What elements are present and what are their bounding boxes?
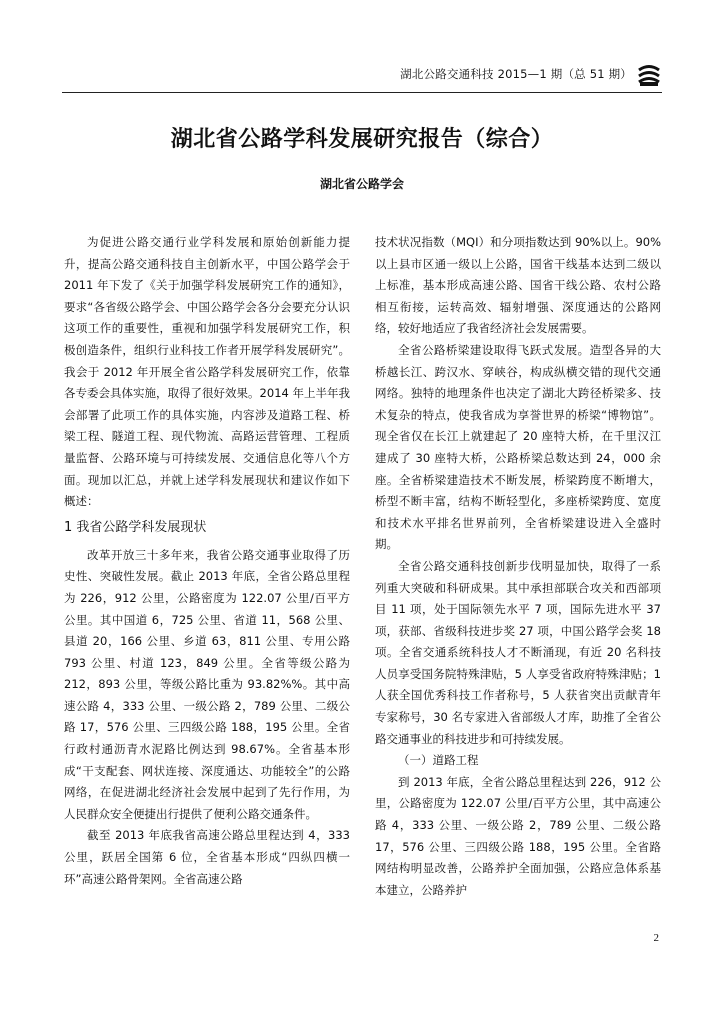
body-paragraph: 到 2013 年底，全省公路总里程达到 226，912 公里，公路密度为 122.07 公里/百平方公里，其中高速公路 4，333 公里、一级公路 2，789 公里、二级公路 17，576 公里、三四级公路 188，195 公里。全省路网结构明显改善，公路养护全面加强，公路应急体系基本建立，公路养护 <box>375 774 661 897</box>
page-number: 2 <box>653 932 659 944</box>
left-column <box>64 232 350 890</box>
paper-author: 湖北省公路学会 <box>319 177 404 191</box>
body-paragraph: 全省公路交通科技创新步伐明显加快，取得了一系列重大突破和科研成果。其中承担部联合攻关和西部项目 11 项，处于国际领先水平 7 项，国际先进水平 37 项，获部、省级科技进步奖 27 项，中国公路学会奖 18 项。全省交通系统科技人才不断涌现，有近 20 名科技人员享受国务院特殊津贴，5 人享受省政府特殊津贴；1 人获全国优秀科技工作者称号，5 人获省突出贡献青年专家称号，30 名专家进入省部级人才库，助推了全省公路交通事业的科技进步和可持续发展。 <box>375 558 661 746</box>
body-paragraph: 全省公路桥梁建设取得飞跃式发展。造型各异的大桥越长江、跨汉水、穿峡谷，构成纵横交错的现代交通网络。独特的地理条件也决定了湖北大跨径桥梁多、技术复杂的特点，使我省成为享誉世界的桥梁“博物馆”。现全省仅在长江上就建起了 20 座特大桥，在千里汉江建成了 30 座特大桥，公路桥梁总数达到 24，000 余座。全省桥梁建造技术不断发展，桥梁跨度不断增大，桥型不断丰富，结构不断轻型化，多座桥梁跨度、宽度和技术水平排名世界前列，全省桥梁建设进入全盛时期。 <box>375 342 661 552</box>
subsection-heading: （一）道路工程 <box>398 753 479 768</box>
section-heading: 1 我省公路学科发展现状 <box>64 519 207 535</box>
intro-paragraph: 为促进公路交通行业学科发展和原始创新能力提升，提高公路交通科技自主创新水平，中国公路学会于 2011 年下发了《关于加强学科发展研究工作的通知》，要求“各省级公路学会、中国公路学会各分会要充分认识这项工作的重要性，重视和加强学科发展研究工作，积极创造条件，组织行业科技工作者开展学科发展研究”。我会于 2012 年开展全省公路学科发展研究工作，依靠各专委会具体实施，取得了很好效果。2014 年上半年我会部署了此项工作的具体实施，内容涉及道路工程、桥梁工程、隧道工程、现代物流、高路运营管理、工程质量监督、公路环境与可持续发展、交通信息化等八个方面。现加以汇总，并就上述学科发展现状和建议作如下概述： <box>64 235 350 509</box>
journal-logo-icon <box>636 62 662 88</box>
body-paragraph: 改革开放三十多年来，我省公路交通事业取得了历史性、突破性发展。截止 2013 年底，全省公路总里程为 226，912 公里，公路密度为 122.07 公里/百平方公里。其中国道 6，725 公里、省道 11，568 公里、县道 20，166 公里、乡道 63，811 公里、专用公路 793 公里、村道 123，849 公里。全省等级公路为 212，893 公里，等级公路比重为 93.82%%。其中高速公路 4，333 公里、一级公路 2，789 公里、二级公路 17，576 公里、三四级公路 188，195 公里。全省行政村通沥青水泥路比例达到 98.67%。全省基本形成“干支配套、网状连接、深度通达、功能较全”的公路网络，在促进湖北经济社会发展中起到了先行作用，为人民群众安全便捷出行提供了便利公路交通条件。 <box>64 547 350 821</box>
body-paragraph: 截至 2013 年底我省高速公路总里程达到 4，333 公里，跃居全国第 6 位，全省基本形成“四纵四横一环”高速公路骨架网。全省高速公路 <box>64 828 350 886</box>
paper-title: 湖北省公路学科发展研究报告（综合） <box>170 127 554 152</box>
journal-issue-label: 湖北公路交通科技 2015—1 期（总 51 期） <box>400 67 632 81</box>
right-column <box>375 232 661 901</box>
body-paragraph-continued: 技术状况指数（MQI）和分项指数达到 90%以上。90%以上县市区通一级以上公路，国省干线基本达到二级以上标准，基本形成高速公路、国省干线公路、农村公路相互衔接，运转高效、辐射增强、深度通达的公路网络，较好地适应了我省经济社会发展需要。 <box>375 235 661 336</box>
page-header <box>62 62 662 93</box>
